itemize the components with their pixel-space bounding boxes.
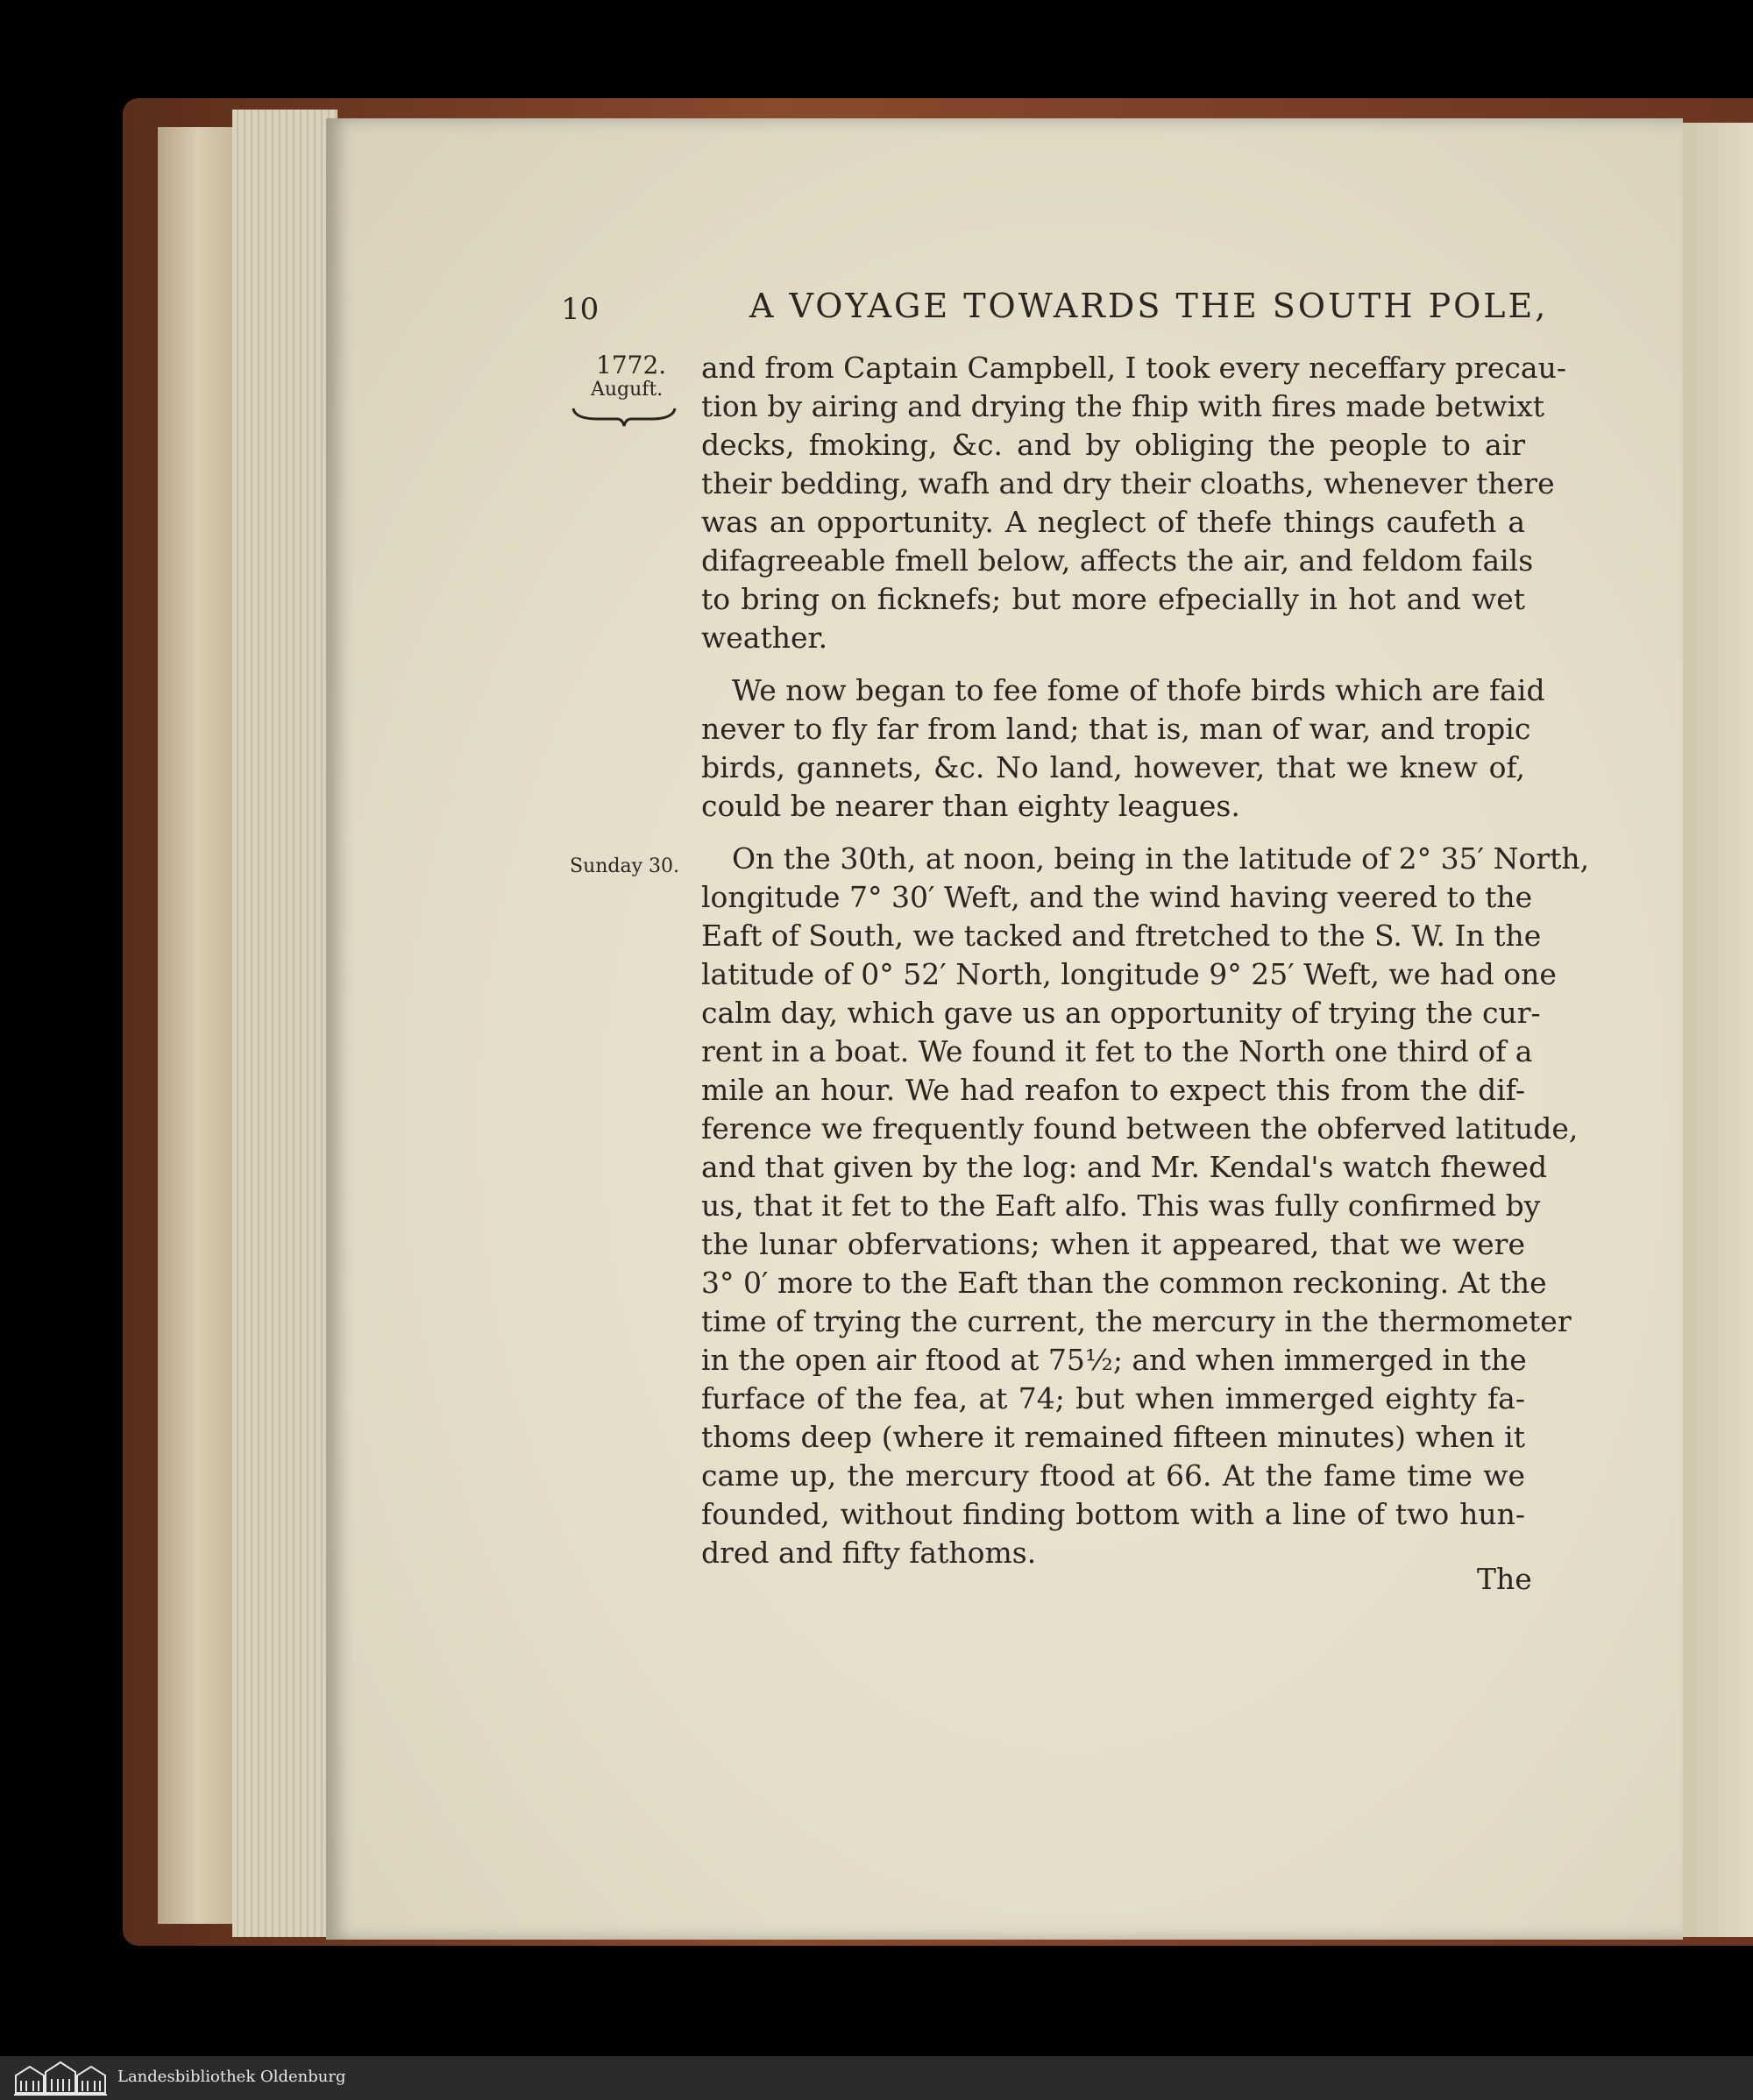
text-line: longitude 7° 30′ Weft, and the wind having veered to the	[701, 880, 1533, 914]
catchword: The	[1477, 1562, 1532, 1596]
text-line: difagreeable fmell below, affects the air, and feldom fails	[701, 543, 1534, 578]
library-building-icon	[12, 2060, 109, 2096]
page-number: 10	[561, 292, 600, 327]
text-line: weather.	[701, 621, 828, 655]
text-line: us, that it fet to the Eaft alfo. This was fully confirmed by	[701, 1188, 1541, 1223]
library-footer	[0, 2056, 1753, 2100]
facing-page-edge	[1683, 123, 1753, 1937]
margin-note-month: Auguft.	[591, 379, 664, 401]
text-line: mile an hour. We had reafon to expect this from the dif-	[701, 1073, 1525, 1107]
text-line: On the 30th, at noon, being in the latitude of 2° 35′ North,	[732, 841, 1590, 876]
text-line: and from Captain Campbell, I took every neceffary precau-	[701, 351, 1566, 385]
text-line: was an opportunity. A neglect of thefe things caufeth a	[701, 505, 1525, 539]
text-line: latitude of 0° 52′ North, longitude 9° 25′ Weft, we had one	[701, 957, 1557, 991]
text-line: furface of the fea, at 74; but when immerged eighty fa-	[701, 1381, 1525, 1415]
text-line: founded, without finding bottom with a line of two hun-	[701, 1497, 1525, 1531]
text-line: never to fly far from land; that is, man of war, and tropic	[701, 712, 1531, 746]
page-stack	[232, 110, 337, 1937]
text-line: We now began to fee fome of thofe birds which are faid	[732, 673, 1545, 707]
running-head: A VOYAGE TOWARDS THE SOUTH POLE,	[749, 287, 1549, 325]
body-text	[701, 349, 1590, 1572]
text-line: the lunar obfervations; when it appeared, that we were	[701, 1227, 1525, 1261]
text-line: to bring on ficknefs; but more efpecially in hot and wet	[701, 582, 1525, 616]
text-line: rent in a boat. We found it fet to the North one third of a	[701, 1034, 1533, 1068]
text-line: calm day, which gave us an opportunity of trying the cur-	[701, 996, 1541, 1030]
text-line: time of trying the current, the mercury in the thermometer	[701, 1304, 1572, 1338]
text-line: and that given by the log: and Mr. Kendal's watch fhewed	[701, 1150, 1548, 1184]
text-line: their bedding, wafh and dry their cloaths, whenever there	[701, 466, 1555, 500]
text-line: could be nearer than eighty leagues.	[701, 789, 1240, 823]
text-line: birds, gannets, &c. No land, however, that we knew of,	[701, 750, 1525, 784]
text-line: tion by airing and drying the fhip with fires made betwixt	[701, 389, 1545, 423]
text-line: 3° 0′ more to the Eaft than the common reckoning. At the	[701, 1266, 1547, 1300]
text-line: Eaft of South, we tacked and ftretched to the S. W. In the	[701, 919, 1542, 953]
text-line: ference we frequently found between the obferved latitude,	[701, 1111, 1579, 1146]
text-line: dred and fifty fathoms.	[701, 1536, 1037, 1570]
text-line: thoms deep (where it remained fifteen minutes) when it	[701, 1420, 1525, 1454]
margin-brace-icon	[571, 405, 677, 428]
page-edges-left	[158, 127, 237, 1924]
text-line: came up, the mercury ftood at 66. At the fame time we	[701, 1458, 1525, 1493]
margin-note-year: 1772.	[596, 351, 667, 380]
margin-note-day: Sunday 30.	[570, 855, 680, 877]
text-line: decks, fmoking, &c. and by obliging the people to air	[701, 428, 1525, 462]
text-line: in the open air ftood at 75½; and when immerged in the	[701, 1343, 1527, 1377]
library-name: Landesbibliothek Oldenburg	[117, 2068, 346, 2086]
